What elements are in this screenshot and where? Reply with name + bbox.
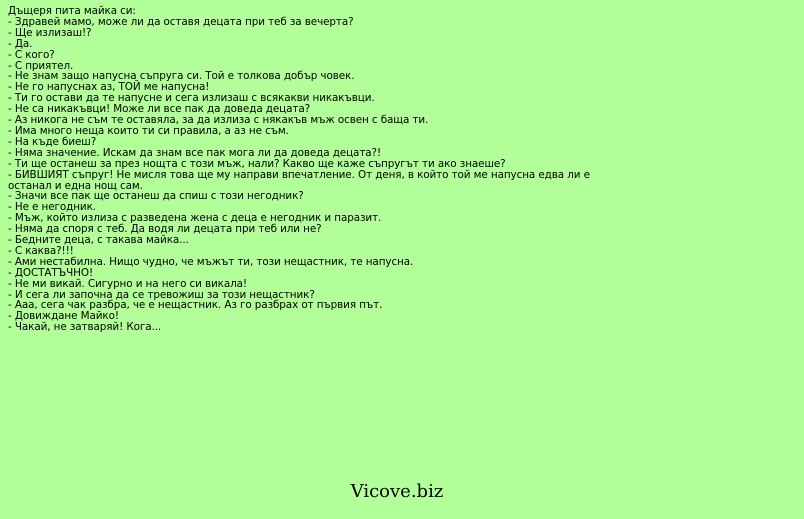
joke-line: - Не знам защо напусна съпруга си. Той е толкова добър човек. <box>8 70 355 83</box>
joke-line: - Здравей мамо, може ли да оставя децата при теб за вечерта? <box>8 15 354 28</box>
site-footer-name: Vicove.biz <box>350 481 444 502</box>
joke-line: - На къде биеш? <box>8 135 97 148</box>
joke-line: - Не ми викай. Сигурно и на него си викала! <box>8 277 247 290</box>
joke-line: - С приятел. <box>8 59 74 72</box>
joke-line: - Ами нестабилна. Нищо чудно, че мъжът ти, този нещастник, те напусна. <box>8 255 414 268</box>
joke-line: - Не е негодник. <box>8 201 96 214</box>
joke-line: - Не са никакъвци! Може ли все пак да доведа децата? <box>8 103 311 116</box>
joke-line: - С кого? <box>8 48 55 61</box>
joke-line: - Значи все пак ще останеш да спиш с този негодник? <box>8 190 304 203</box>
joke-line: Дъщеря пита майка си: <box>8 5 136 17</box>
joke-line: - С каква?!!! <box>8 244 74 257</box>
joke-line: - Мъж, който излиза с разведена жена с деца е негодник и паразит. <box>8 212 382 225</box>
joke-line: - Аз никога не съм те оставяла, за да излиза с някакъв мъж освен с баща ти. <box>8 114 429 127</box>
joke-line: - Няма да споря с теб. Да водя ли децата при теб или не? <box>8 223 322 236</box>
joke-line: - Да. <box>8 37 33 50</box>
joke-line: - ДОСТАТЪЧНО! <box>8 266 94 279</box>
joke-line: - И сега ли започна да се тревожиш за този нещастник? <box>8 288 315 301</box>
joke-line: - БИВШИЯТ съпруг! Не мисля това ще му направи впечатление. От деня, в който той ме напусна едва ли е останал и една нощ сам. <box>8 168 590 192</box>
joke-line: - Не го напуснах аз, ТОЙ ме напусна! <box>8 81 210 94</box>
joke-line: - Има много неща които ти си правила, а аз не съм. <box>8 124 289 137</box>
joke-text <box>8 6 593 333</box>
joke-line: - Ти го остави да те напусне и сега излизаш с всякакви никакъвци. <box>8 92 375 105</box>
joke-line: - Ти ще останеш за през нощта с този мъж, нали? Какво ще каже съпругът ти ако знаеше? <box>8 157 506 170</box>
joke-line: - Ще излизаш!? <box>8 26 92 39</box>
joke-line: - Ааа, сега чак разбра, че е нещастник. Аз го разбрах от първия път. <box>8 299 383 312</box>
joke-line: - Чакай, не затваряй! Кога... <box>8 321 162 334</box>
joke-line: - Довиждане Майко! <box>8 310 119 323</box>
joke-line: - Няма значение. Искам да знам все пак мога ли да доведа децата?! <box>8 146 382 159</box>
joke-line: - Бедните деца, с такава майка... <box>8 234 189 247</box>
